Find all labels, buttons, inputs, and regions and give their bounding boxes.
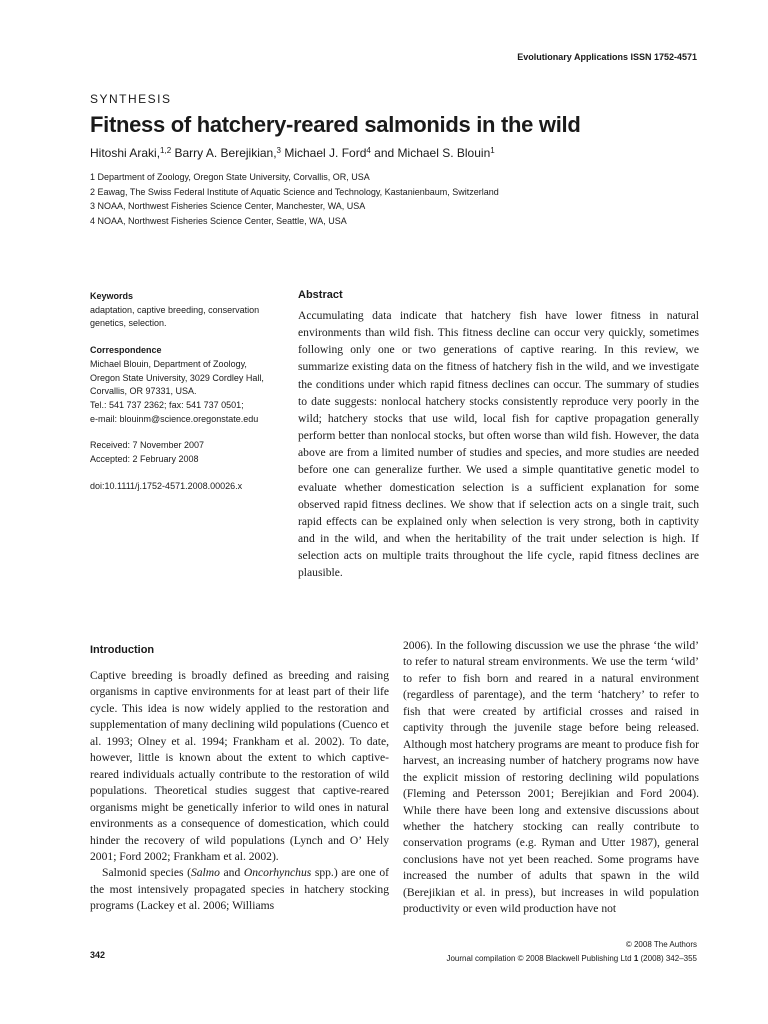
affiliation: 4 NOAA, Northwest Fisheries Science Center, Seattle, WA, USA: [90, 215, 347, 226]
author-name: Michael S. Blouin: [397, 146, 491, 160]
received-date: Received: 7 November 2007: [90, 440, 205, 451]
text-run: (2008) 342–355: [638, 953, 697, 963]
introduction-column-left: [90, 644, 389, 915]
introduction-heading: Introduction: [90, 644, 155, 656]
introduction-paragraph: Captive breeding is broadly defined as breeding and raising organisms in captive environments for at least part of their life cycle. This idea is now widely applied to the restoration and supplementation of many declining wild populations (Cuenco et al. 1993; Olney et al. 1994; Frankham et al. 2002). To date, however, little is known about the extent to which captive-reared individuals actually contribute to the restoration of wild populations. Theoretical studies suggest that captive-reared organisms might be genetically inferior to wild ones in natural environments as a consequence of domestication, which could hinder the recovery of wild populations (Lynch and O’ Hely 2001; Ford 2002; Frankham et al. 2002).: [90, 669, 389, 863]
volume-number: 1: [633, 953, 639, 963]
affiliation: 1 Department of Zoology, Oregon State University, Corvallis, OR, USA: [90, 172, 370, 182]
correspondence-email: e-mail: blouinm@science.oregonstate.edu: [90, 413, 259, 424]
article-info-sidebar: [90, 290, 280, 493]
keywords-heading: Keywords: [90, 291, 134, 301]
author-name: Barry A. Berejikian,: [174, 146, 277, 160]
copyright-line: © 2008 The Authors: [625, 940, 697, 949]
author-affiliation-mark: 4: [366, 146, 371, 155]
dates-block: [90, 439, 280, 466]
text-run: and: [219, 866, 244, 880]
genus-name: Oncorhynchus: [243, 866, 312, 880]
text-run: Journal compilation © 2008 Blackwell Publishing Ltd: [446, 953, 634, 963]
correspondence-line: Michael Blouin, Department of Zoology,: [90, 358, 247, 369]
journal-compilation-line: [360, 952, 697, 966]
abstract-section: [298, 289, 699, 582]
text-run: spp.) are one of the most intensively propagated species in hatchery stocking programs (Lackey et al. 2006; Williams: [90, 866, 389, 913]
correspondence-block: [90, 344, 280, 426]
section-label: SYNTHESIS: [90, 92, 172, 106]
author-separator: and: [370, 146, 398, 160]
author-name: Hitoshi Araki,: [90, 146, 161, 160]
author-affiliation-mark: 1: [490, 146, 495, 155]
affiliation: 3 NOAA, Northwest Fisheries Science Center, Manchester, WA, USA: [90, 201, 366, 211]
copyright-notice: [360, 938, 697, 965]
introduction-paragraph: [90, 865, 389, 914]
correspondence-line: Tel.: 541 737 2362; fax: 541 737 0501;: [90, 399, 244, 410]
text-run: Salmonid species (: [102, 866, 191, 880]
author-affiliation-mark: 1,2: [160, 146, 172, 155]
author-list: [90, 146, 495, 160]
affiliation: 2 Eawag, The Swiss Federal Institute of Aquatic Science and Technology, Kastanienbaum, Switzerland: [90, 186, 499, 197]
accepted-date: Accepted: 2 February 2008: [90, 454, 199, 465]
abstract-heading: Abstract: [298, 289, 343, 301]
abstract-text: Accumulating data indicate that hatchery fish have lower fitness in natural environments than wild fish. This fitness decline can occur very quickly, sometimes following only one or two generations of captive rearing. In this review, we summarize existing data on the fitness of hatchery fish in the wild, and we investigate the conditions under which rapid fitness declines can occur. The summary of studies to date suggests: nonlocal hatchery stocks consistently reproduce very poorly in the wild; hatchery stocks that use wild, local fish for captive propagation generally perform better than nonlocal stocks, but often worse than wild fish. However, the data above are from a limited number of studies and species, and more studies are needed before one can generalize further. We used a simple quantitative genetic model to evaluate whether domestication selection is a sufficient explanation for some observed rapid fitness declines. We show that if selection acts on a single trait, such rapid effects can be explained only when selection is very strong, both in captivity and in the wild, and when the heritability of the trait under selection is high. If selection acts on multiple traits throughout the life cycle, rapid fitness declines are plausible.: [298, 309, 699, 580]
affiliation-list: [90, 170, 499, 228]
journal-header: Evolutionary Applications ISSN 1752-4571: [517, 52, 697, 62]
author-name: Michael J. Ford: [284, 146, 367, 160]
page-number: 342: [90, 950, 106, 960]
correspondence-line: Corvallis, OR 97331, USA.: [90, 386, 197, 397]
keywords-text: adaptation, captive breeding, conservation genetics, selection.: [90, 304, 260, 329]
introduction-column-right: [403, 638, 699, 918]
genus-name: Salmo: [190, 866, 220, 880]
doi: doi:10.1111/j.1752-4571.2008.00026.x: [90, 480, 243, 491]
keywords-block: [90, 290, 280, 331]
correspondence-heading: Correspondence: [90, 345, 162, 356]
article-title: Fitness of hatchery-reared salmonids in the wild: [90, 112, 581, 137]
author-affiliation-mark: 3: [276, 146, 281, 155]
introduction-paragraph-continued: 2006). In the following discussion we use the phrase ‘the wild’ to refer to natural stream environments. We use the term ‘wild’ to refer to fish born and reared in a natural environment (regardless of parentage), and the term ‘hatchery’ to refer to fish that were created by artificial crosses and raised in captivity through the juvenile stage before being released. Although most hatchery programs are meant to produce fish for harvest, an increasing number of hatchery programs now have the explicit mission of restoring declining wild populations (Fleming and Petersson 2001; Berejikian and Ford 2004). While there have been long and extensive discussions about whether the hatchery stocking can really contribute to conservation programs (e.g. Ryman and Utter 1987), general conclusions have not yet been reached. Some programs have increased the number of adults that spawn in the wild (Berejikian et al. in press), but increases in wild population productivity or even wild production have not: [403, 639, 699, 916]
correspondence-line: Oregon State University, 3029 Cordley Hall,: [90, 372, 264, 383]
